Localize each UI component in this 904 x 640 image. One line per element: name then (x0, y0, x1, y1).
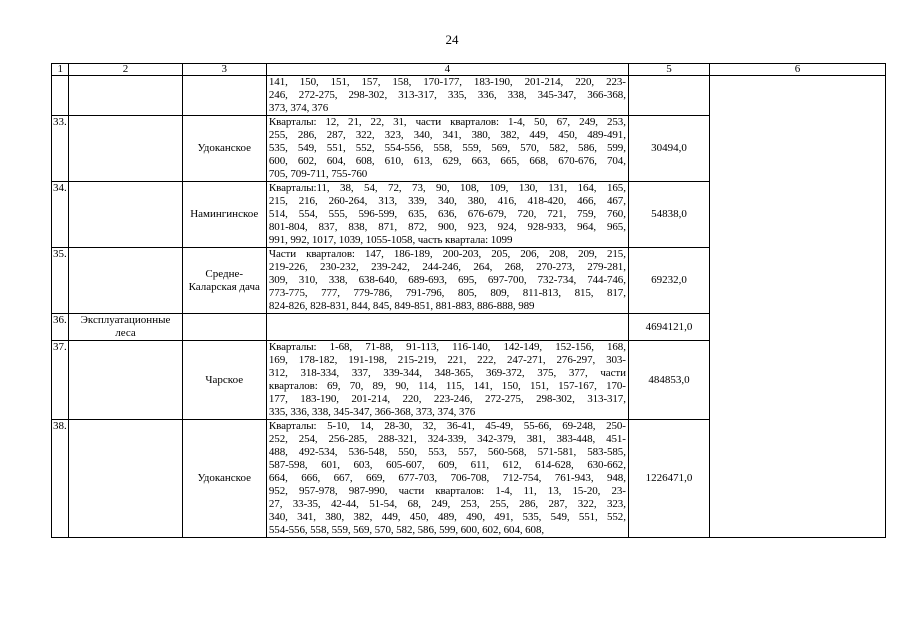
quarters-line: 488, 492-534, 536-548, 550, 553, 557, 560-568, 571-581, 583-585, (268, 446, 626, 458)
quarters-cell (266, 341, 628, 420)
quarters-line: кварталов: 69, 70, 89, 90, 114, 115, 141, 150, 151, 157-167, 170- (268, 380, 626, 392)
area-cell: 1226471,0 (628, 420, 709, 538)
category-cell: Эксплуатационные леса (69, 314, 182, 341)
quarters-line: 27, 33-35, 42-44, 51-54, 68, 249, 253, 255, 286, 287, 322, 323, (268, 498, 626, 510)
quarters-line: 705, 709-711, 755-760 (268, 168, 368, 180)
table-row (52, 76, 886, 116)
quarters-line: 246, 272-275, 298-302, 313-317, 335, 336, 338, 345-347, 366-368, (268, 89, 626, 101)
quarters-line: 255, 286, 287, 322, 323, 340, 341, 380, 382, 449, 450, 489-491, (268, 129, 626, 141)
quarters-cell (266, 76, 628, 116)
forestry-cell: Намингинское (182, 182, 266, 248)
area-cell: 30494,0 (628, 116, 709, 182)
column-number: 3 (182, 64, 266, 76)
quarters-cell (266, 182, 628, 248)
category-cell (69, 76, 182, 116)
category-cell (69, 116, 182, 182)
quarters-line: 252, 254, 256-285, 288-321, 324-339, 342-379, 381, 383-448, 451- (268, 433, 626, 445)
row-number: 33. (52, 116, 69, 182)
column-number: 2 (69, 64, 182, 76)
column-number: 4 (266, 64, 628, 76)
quarters-line: 312, 318-334, 337, 339-344, 348-365, 369-372, 375, 377, части (268, 367, 626, 379)
quarters-cell (266, 116, 628, 182)
page-number: 24 (445, 32, 459, 47)
row-number: 37. (52, 341, 69, 420)
column-number-row (52, 64, 886, 76)
quarters-line: 554-556, 558, 559, 569, 570, 582, 586, 599, 600, 602, 604, 608, (268, 524, 545, 536)
column-number: 5 (628, 64, 709, 76)
forestry-cell: Удоканское (182, 420, 266, 538)
quarters-line: Кварталы: 5-10, 14, 28-30, 32, 36-41, 45-49, 55-66, 69-248, 250- (268, 420, 626, 432)
quarters-line: 514, 554, 555, 596-599, 635, 636, 676-679, 720, 721, 759, 760, (268, 208, 626, 220)
area-cell: 54838,0 (628, 182, 709, 248)
quarters-line: 141, 150, 151, 157, 158, 170-177, 183-190, 201-214, 220, 223- (268, 76, 626, 88)
quarters-line: 215, 216, 260-264, 313, 339, 340, 380, 416, 418-420, 466, 467, (268, 195, 626, 207)
quarters-line: 991, 992, 1017, 1039, 1055-1058, часть квартала: 1099 (268, 234, 513, 246)
quarters-line: 664, 666, 667, 669, 677-703, 706-708, 712-754, 761-943, 948, (268, 472, 626, 484)
quarters-cell (266, 314, 628, 341)
quarters-line: 373, 374, 376 (268, 102, 329, 114)
forest-quarters-table (51, 63, 886, 538)
quarters-line: Кварталы: 1-68, 71-88, 91-113, 116-140, 142-149, 152-156, 168, (268, 341, 626, 353)
quarters-line: 587-598, 601, 603, 605-607, 609, 611, 612, 614-628, 630-662, (268, 459, 626, 471)
quarters-line: 177, 183-190, 201-214, 220, 223-246, 272-275, 298-302, 313-317, (268, 393, 626, 405)
quarters-line: 309, 310, 338, 638-640, 689-693, 695, 697-700, 732-734, 744-746, (268, 274, 626, 286)
quarters-line: 952, 957-978, 987-990, части кварталов: 1-4, 11, 13, 15-20, 23- (268, 485, 626, 497)
quarters-cell (266, 248, 628, 314)
quarters-line: 219-226, 230-232, 239-242, 244-246, 264, 268, 270-273, 279-281, (268, 261, 626, 273)
row-number: 36. (52, 314, 69, 341)
quarters-line: 801-804, 837, 838, 871, 872, 900, 923, 924, 928-933, 964, 965, (268, 221, 626, 233)
forestry-cell: Средне-Каларская дача (182, 248, 266, 314)
quarters-line: Кварталы: 12, 21, 22, 31, части кварталов: 1-4, 50, 67, 249, 253, (268, 116, 626, 128)
category-cell (69, 182, 182, 248)
row-number: 35. (52, 248, 69, 314)
row-number: 38. (52, 420, 69, 538)
row-number (52, 76, 69, 116)
forestry-cell (182, 76, 266, 116)
category-cell (69, 248, 182, 314)
quarters-line: 773-775, 777, 779-786, 791-796, 805, 809, 811-813, 815, 817, (268, 287, 626, 299)
quarters-line: 169, 178-182, 191-198, 215-219, 221, 222, 247-271, 276-297, 303- (268, 354, 626, 366)
notes-cell (710, 76, 886, 538)
row-number: 34. (52, 182, 69, 248)
area-cell: 484853,0 (628, 341, 709, 420)
quarters-line: Кварталы:11, 38, 54, 72, 73, 90, 108, 109, 130, 131, 164, 165, (268, 182, 626, 194)
area-cell: 69232,0 (628, 248, 709, 314)
quarters-line: 600, 602, 604, 608, 610, 613, 629, 663, 665, 668, 670-676, 704, (268, 155, 626, 167)
quarters-line: 535, 549, 551, 552, 554-556, 558, 559, 569, 570, 582, 586, 599, (268, 142, 626, 154)
column-number: 6 (710, 64, 886, 76)
quarters-line: 824-826, 828-831, 844, 845, 849-851, 881-883, 886-888, 989 (268, 300, 535, 312)
area-cell: 4694121,0 (628, 314, 709, 341)
category-cell (69, 341, 182, 420)
category-cell (69, 420, 182, 538)
quarters-line: 340, 341, 380, 382, 449, 450, 489, 490, 491, 535, 549, 551, 552, (268, 511, 626, 523)
quarters-cell (266, 420, 628, 538)
forestry-cell: Удоканское (182, 116, 266, 182)
area-cell (628, 76, 709, 116)
forestry-cell (182, 314, 266, 341)
quarters-line: 335, 336, 338, 345-347, 366-368, 373, 374, 376 (268, 406, 476, 418)
column-number: 1 (52, 64, 69, 76)
forestry-cell: Чарское (182, 341, 266, 420)
quarters-line: Части кварталов: 147, 186-189, 200-203, 205, 206, 208, 209, 215, (268, 248, 626, 260)
